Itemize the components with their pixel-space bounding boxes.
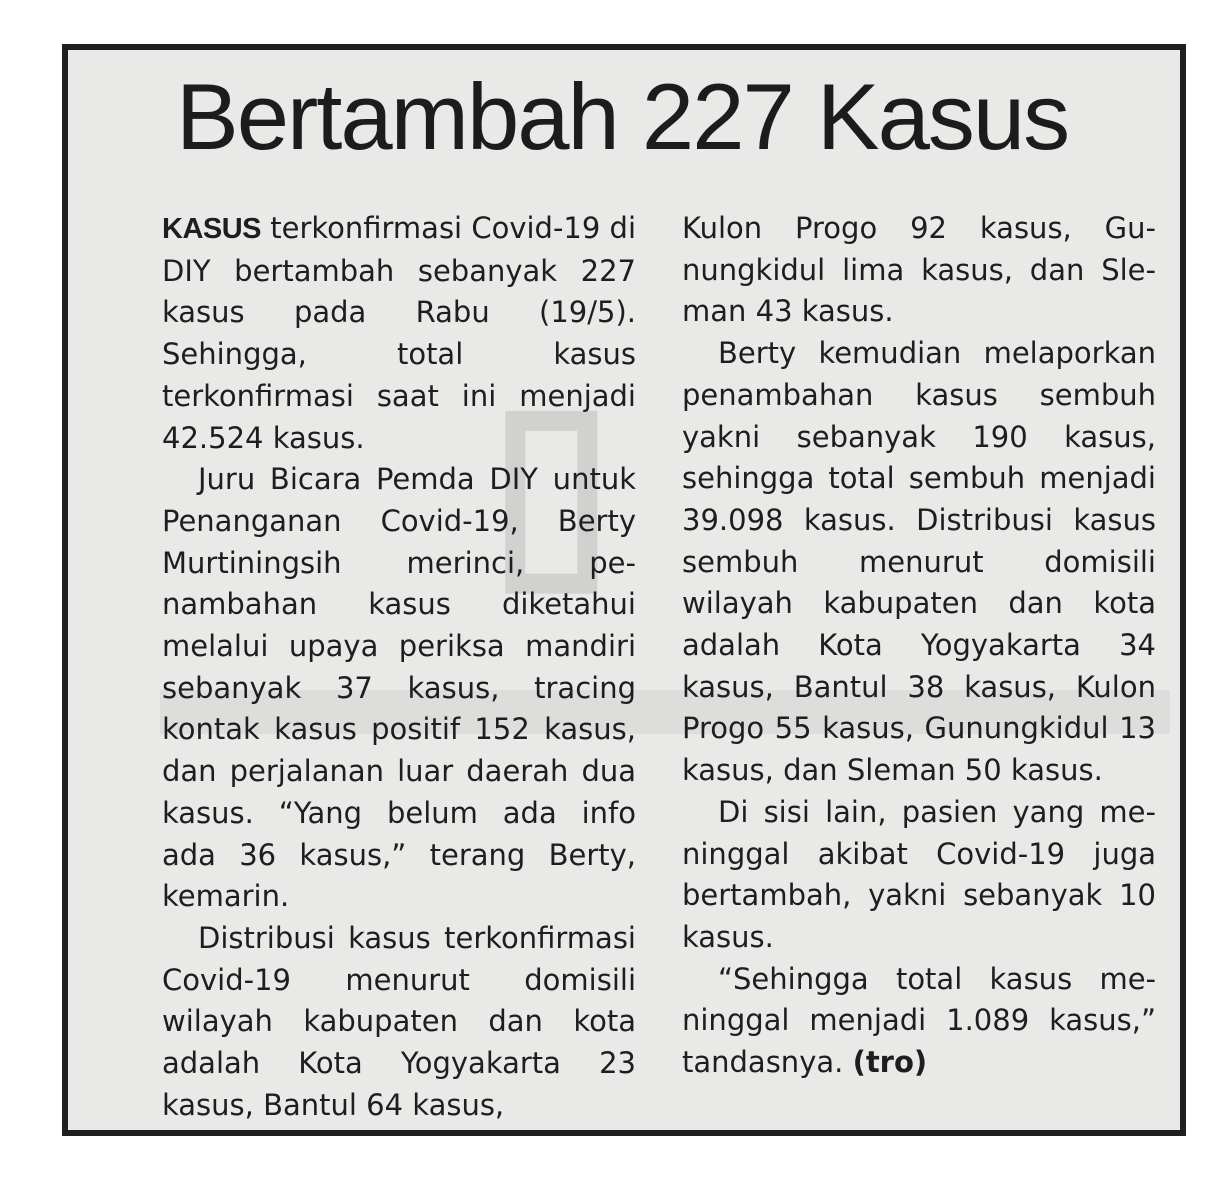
paragraph-1 <box>162 208 636 459</box>
paragraph-2: Juru Bicara Pemda DIY untuk Penanganan Covid-19, Berty Murtiningsih merinci, penambahan kasus diketahui melalui upaya periksa mandiri sebanyak 37 kasus, tracing kontak kasus positif 152 kasus, dan perjalanan luar daerah dua kasus. “Yang belum ada info ada 36 kasus,” terang Berty, kemarin. <box>162 462 636 914</box>
paragraph-6 <box>682 959 1156 1084</box>
author-tag: (tro) <box>852 1045 928 1080</box>
right-column <box>682 208 1156 1084</box>
paragraph-4: Berty kemudian melaporkan penambahan kasus sembuh yakni sebanyak 190 kasus, sehingga total sembuh menjadi 39.098 kasus. Distribusi kasus sembuh menurut domisili wilayah kabupaten dan kota adalah Kota Yogyakarta 34 kasus, Bantul 38 kasus, Kulon Progo 55 kasus, Gunungkidul 13 kasus, dan Sleman 50 kasus. <box>682 336 1156 788</box>
paragraph-3-continued: Kulon Progo 92 kasus, Gunungkidul lima kasus, dan Sleman 43 kasus. <box>682 211 1156 329</box>
headline: Bertambah 227 Kasus <box>176 64 1069 169</box>
newspaper-clipping <box>62 44 1186 1136</box>
bleed-through-mark: ▯ <box>488 354 615 611</box>
paragraph-5: Di sisi lain, pasien yang meninggal akibat Covid-19 juga bertambah, yakni sebanyak 10 kasus. <box>682 794 1156 954</box>
paragraph-6-text: “Sehingga total kasus meninggal menjadi 1.089 kasus,” tandasnya. <box>682 961 1156 1080</box>
paragraph-1-text: terkonfirmasi Covid-19 di DIY bertambah sebanyak 227 kasus pada Rabu (19/5). Sehingga, total kasus terkonfirmasi saat ini menjadi 42.524 kasus. <box>162 211 637 455</box>
lead-word: KASUS <box>162 213 262 245</box>
left-column <box>162 208 636 1126</box>
paragraph-3: Distribusi kasus terkonfirmasi Covid-19 menurut domisili wilayah kabupaten dan kota adalah Kota Yogyakarta 23 kasus, Bantul 64 kasus, <box>162 920 636 1122</box>
